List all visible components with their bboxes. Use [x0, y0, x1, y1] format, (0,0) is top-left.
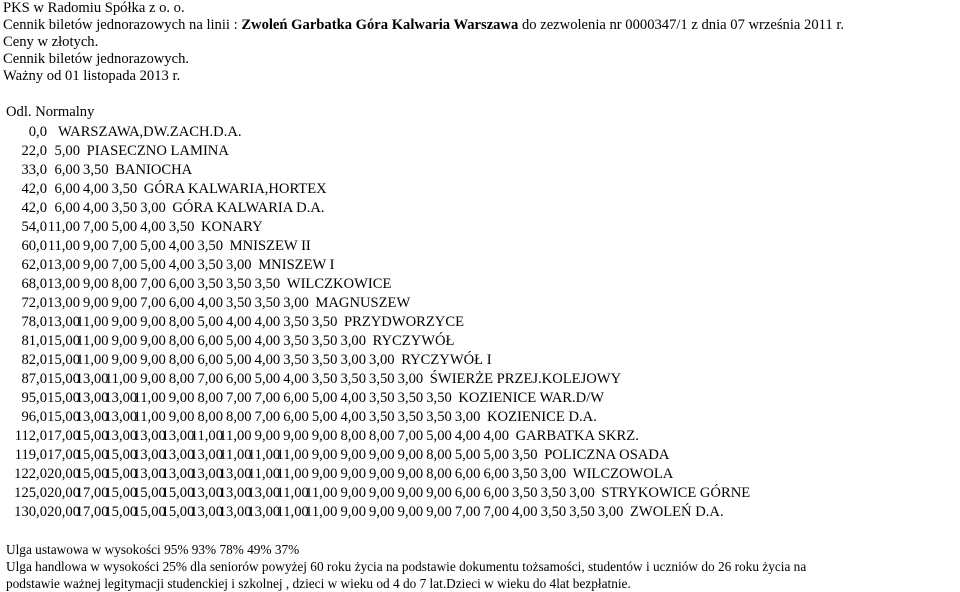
distance-cell: 122,0 — [14, 466, 47, 482]
price-cell: 11,00 — [133, 409, 166, 425]
stop-name-cell: WARSZAWA,DW.ZACH.D.A. — [58, 124, 242, 140]
price-cell: 3,50 — [254, 276, 281, 292]
price-cell: 3,00 — [226, 257, 252, 273]
price-cell: 6,00 — [54, 181, 80, 197]
table-row — [0, 218, 960, 236]
price-cell: 3,50 — [311, 352, 338, 368]
price-cell: 8,00 — [226, 409, 252, 425]
price-cell: 4,00 — [83, 200, 109, 216]
table-row — [0, 161, 960, 179]
price-cell: 13,00 — [190, 485, 223, 501]
distance-cell: 125,0 — [14, 485, 47, 501]
stop-name-cell: MAGNUSZEW — [315, 295, 411, 311]
price-cell: 15,00 — [47, 371, 80, 387]
price-cell: 3,50 — [512, 466, 538, 482]
price-cell: 20,00 — [47, 466, 80, 482]
price-cell: 8,00 — [426, 466, 452, 482]
price-cell: 11,00 — [276, 466, 309, 482]
price-cell: 3,00 — [454, 409, 481, 425]
distance-cell: 81,0 — [21, 333, 47, 349]
price-list-title — [3, 17, 844, 34]
price-cell: 3,50 — [369, 409, 395, 425]
distance-cell: 68,0 — [21, 276, 47, 292]
price-cell: 11,00 — [76, 352, 109, 368]
price-cell: 13,00 — [104, 409, 138, 425]
company-name: PKS w Radomiu Spółka z o. o. — [3, 0, 185, 16]
price-cell: 9,00 — [369, 504, 395, 520]
distance-cell: 87,0 — [21, 371, 47, 387]
price-cell: 17,00 — [47, 447, 80, 463]
price-cell: 13,00 — [132, 466, 166, 482]
price-cell: 9,00 — [397, 466, 424, 482]
stop-name-cell: POLICZNA OSADA — [544, 447, 670, 463]
price-cell: 3,50 — [397, 409, 424, 425]
table-row — [0, 313, 960, 331]
price-cell: 15,00 — [104, 466, 138, 482]
price-cell: 13,00 — [104, 428, 138, 444]
price-cell: 15,00 — [104, 485, 138, 501]
price-cell: 11,00 — [276, 447, 309, 463]
subtitle: Cennik biletów jednorazowych. — [3, 51, 190, 67]
price-cell: 3,50 — [197, 276, 223, 292]
stop-name-cell: GÓRA KALWARIA,HORTEX — [143, 181, 327, 197]
price-cell: 13,00 — [104, 390, 138, 406]
title-prefix: Cennik biletów jednorazowych na linii : — [3, 17, 242, 33]
price-cell: 7,00 — [111, 238, 138, 254]
price-cell: 15,00 — [104, 447, 138, 463]
price-cell: 4,00 — [340, 390, 366, 406]
table-row — [0, 332, 960, 350]
price-cell: 9,00 — [111, 352, 138, 368]
price-cell: 6,00 — [197, 352, 223, 368]
price-cell: 6,00 — [54, 162, 80, 178]
price-cell: 6,00 — [283, 390, 309, 406]
price-cell: 9,00 — [369, 485, 395, 501]
price-cell: 20,00 — [47, 485, 80, 501]
price-cell: 8,00 — [168, 371, 195, 387]
table-row — [0, 180, 960, 198]
price-cell: 8,00 — [111, 276, 138, 292]
price-cell: 13,00 — [190, 504, 223, 520]
price-cell: 17,00 — [47, 428, 80, 444]
price-cell: 3,00 — [340, 333, 366, 349]
price-cell: 15,00 — [132, 504, 166, 520]
price-cell: 7,00 — [226, 390, 252, 406]
price-cell: 6,00 — [54, 200, 80, 216]
price-cell: 8,00 — [168, 352, 195, 368]
price-cell: 13,00 — [218, 485, 252, 501]
price-cell: 5,00 — [140, 257, 166, 273]
table-row — [0, 351, 960, 369]
price-cell: 15,00 — [132, 485, 166, 501]
stop-name-cell: PIASECZNO LAMINA — [86, 143, 229, 159]
price-cell: 3,00 — [540, 466, 567, 482]
distance-cell: 42,0 — [21, 200, 47, 216]
price-cell: 8,00 — [168, 333, 195, 349]
price-cell: 15,00 — [161, 504, 195, 520]
price-cell: 15,00 — [75, 447, 109, 463]
price-cell: 9,00 — [311, 447, 338, 463]
stop-name-cell: MNISZEW II — [229, 238, 311, 254]
distance-cell: 95,0 — [21, 390, 47, 406]
price-cell: 7,00 — [140, 295, 166, 311]
price-cell: 6,00 — [168, 295, 195, 311]
price-cell: 3,50 — [512, 447, 538, 463]
price-cell: 13,00 — [161, 466, 195, 482]
table-row — [0, 199, 960, 217]
price-cell: 4,00 — [226, 314, 252, 330]
table-row — [0, 427, 960, 445]
price-cell: 7,00 — [454, 504, 481, 520]
price-cell: 3,50 — [311, 371, 338, 387]
price-cell: 3,00 — [340, 352, 366, 368]
price-cell: 3,50 — [111, 200, 138, 216]
price-cell: 5,00 — [426, 428, 452, 444]
price-cell: 7,00 — [483, 504, 509, 520]
price-cell: 9,00 — [311, 466, 338, 482]
price-cell: 3,50 — [397, 390, 424, 406]
price-cell: 9,00 — [111, 333, 138, 349]
price-cell: 3,50 — [283, 352, 309, 368]
currency-note: Ceny w złotych. — [3, 34, 99, 50]
price-cell: 3,00 — [397, 371, 424, 387]
price-cell: 8,00 — [197, 390, 223, 406]
table-head-label: Odl. Normalny — [6, 104, 95, 120]
price-cell: 3,50 — [340, 371, 366, 387]
table-row — [0, 256, 960, 274]
price-cell: 11,00 — [219, 428, 252, 444]
price-cell: 8,00 — [426, 447, 452, 463]
distance-cell: 62,0 — [21, 257, 47, 273]
price-cell: 13,00 — [47, 257, 80, 273]
price-cell: 15,00 — [47, 352, 80, 368]
price-cell: 4,00 — [168, 238, 195, 254]
price-cell: 5,00 — [254, 371, 281, 387]
price-cell: 7,00 — [254, 409, 281, 425]
price-cell: 3,50 — [226, 295, 252, 311]
price-cell: 3,00 — [569, 485, 595, 501]
price-cell: 9,00 — [83, 238, 109, 254]
price-cell: 9,00 — [111, 295, 138, 311]
distance-cell: 119,0 — [14, 447, 47, 463]
price-cell: 3,50 — [226, 276, 252, 292]
distance-cell: 78,0 — [21, 314, 47, 330]
price-cell: 13,00 — [161, 447, 195, 463]
price-cell: 5,00 — [197, 314, 223, 330]
table-row — [0, 446, 960, 464]
price-cell: 11,00 — [305, 504, 338, 520]
validity-date: Ważny od 01 listopada 2013 r. — [3, 68, 181, 84]
distance-cell: 33,0 — [21, 162, 47, 178]
stop-name-cell: KOZIENICE D.A. — [487, 409, 597, 425]
price-cell: 11,00 — [76, 333, 109, 349]
price-cell: 11,00 — [247, 447, 281, 463]
price-cell: 9,00 — [340, 466, 366, 482]
price-cell: 4,00 — [454, 428, 481, 444]
table-row — [0, 237, 960, 255]
stop-name-cell: RYCZYWÓŁ I — [401, 352, 492, 368]
price-cell: 4,00 — [83, 181, 109, 197]
price-cell: 11,00 — [76, 314, 109, 330]
price-cell: 9,00 — [397, 504, 424, 520]
table-row — [0, 408, 960, 426]
price-cell: 11,00 — [190, 428, 223, 444]
statutory-discount-note: Ulga ustawowa w wysokości 95% 93% 78% 49% 37% — [6, 542, 300, 557]
price-cell: 11,00 — [247, 466, 281, 482]
price-cell: 15,00 — [104, 504, 138, 520]
price-cell: 9,00 — [426, 485, 452, 501]
price-cell: 9,00 — [369, 447, 395, 463]
price-cell: 3,50 — [197, 257, 223, 273]
stop-name-cell: KOZIENICE WAR.D/W — [458, 390, 605, 406]
price-cell: 15,00 — [47, 333, 80, 349]
price-cell: 15,00 — [75, 428, 109, 444]
title-suffix: do zezwolenia nr 0000347/1 z dnia 07 września 2011 r. — [518, 17, 845, 33]
price-cell: 5,00 — [454, 447, 481, 463]
price-cell: 9,00 — [83, 257, 109, 273]
price-cell: 9,00 — [397, 447, 424, 463]
distance-cell: 96,0 — [21, 409, 47, 425]
price-cell: 3,50 — [311, 314, 338, 330]
price-cell: 9,00 — [340, 485, 366, 501]
stop-name-cell: ZWOLEŃ D.A. — [630, 504, 724, 520]
price-cell: 3,50 — [569, 504, 595, 520]
price-cell: 13,00 — [75, 371, 109, 387]
price-cell: 13,00 — [47, 276, 80, 292]
stop-name-cell: RYCZYWÓŁ — [372, 333, 455, 349]
price-cell: 3,50 — [369, 371, 395, 387]
price-cell: 8,00 — [197, 409, 223, 425]
price-cell: 9,00 — [83, 295, 109, 311]
price-cell: 3,50 — [254, 295, 281, 311]
price-cell: 11,00 — [219, 447, 252, 463]
price-cell: 3,50 — [83, 162, 109, 178]
table-row — [0, 465, 960, 483]
price-cell: 15,00 — [75, 466, 109, 482]
price-cell: 4,00 — [254, 352, 281, 368]
price-cell: 7,00 — [111, 257, 138, 273]
price-cell: 3,50 — [369, 390, 395, 406]
distance-cell: 130,0 — [14, 504, 47, 520]
price-cell: 15,00 — [47, 390, 80, 406]
price-cell: 4,00 — [283, 371, 309, 387]
price-cell: 5,00 — [111, 219, 138, 235]
price-cell: 9,00 — [83, 276, 109, 292]
stop-name-cell: MNISZEW I — [258, 257, 335, 273]
price-cell: 9,00 — [254, 428, 281, 444]
price-cell: 3,50 — [540, 504, 567, 520]
stop-name-cell: BANIOCHA — [115, 162, 193, 178]
price-cell: 13,00 — [75, 409, 109, 425]
price-cell: 5,00 — [54, 143, 80, 159]
price-cell: 3,00 — [597, 504, 624, 520]
price-cell: 3,50 — [426, 409, 452, 425]
price-cell: 13,00 — [247, 485, 281, 501]
price-cell: 11,00 — [47, 238, 80, 254]
price-cell: 4,00 — [512, 504, 538, 520]
stop-name-cell: WILCZKOWICE — [286, 276, 392, 292]
table-row — [0, 275, 960, 293]
price-cell: 9,00 — [397, 485, 424, 501]
stop-name-cell: STRYKOWICE GÓRNE — [601, 485, 751, 501]
price-cell: 15,00 — [47, 409, 80, 425]
price-cell: 6,00 — [283, 409, 309, 425]
commercial-discount-note-1: Ulga handlowa w wysokości 25% dla seniorów powyżej 60 roku życia na podstawie dokumentu tożsamości, studentów i uczniów do 26 roku życia na — [6, 559, 807, 574]
stop-name-cell: PRZYDWORZYCE — [344, 314, 464, 330]
table-row — [0, 503, 960, 521]
price-cell: 13,00 — [132, 447, 166, 463]
price-cell: 20,00 — [47, 504, 80, 520]
price-cell: 3,50 — [111, 181, 138, 197]
stop-name-cell: GÓRA KALWARIA D.A. — [172, 200, 325, 216]
price-cell: 11,00 — [276, 485, 309, 501]
price-cell: 9,00 — [168, 390, 195, 406]
price-cell: 3,50 — [426, 390, 452, 406]
distance-cell: 60,0 — [21, 238, 47, 254]
price-cell: 9,00 — [168, 409, 195, 425]
distance-cell: 0,0 — [28, 124, 47, 140]
price-cell: 13,00 — [218, 504, 252, 520]
price-cell: 3,50 — [311, 333, 338, 349]
price-cell: 7,00 — [197, 371, 223, 387]
price-cell: 9,00 — [340, 504, 366, 520]
price-cell: 4,00 — [483, 428, 509, 444]
price-cell: 3,50 — [540, 485, 567, 501]
price-cell: 5,00 — [140, 238, 166, 254]
price-cell: 3,50 — [512, 485, 538, 501]
table-row — [0, 484, 960, 502]
table-row — [0, 389, 960, 407]
distance-cell: 22,0 — [21, 143, 47, 159]
price-cell: 3,50 — [283, 314, 309, 330]
price-cell: 15,00 — [161, 485, 195, 501]
price-cell: 6,00 — [168, 276, 195, 292]
price-cell: 9,00 — [140, 333, 166, 349]
price-cell: 6,00 — [454, 485, 481, 501]
distance-cell: 54,0 — [21, 219, 47, 235]
price-cell: 7,00 — [397, 428, 424, 444]
price-cell: 4,00 — [168, 257, 195, 273]
table-row — [0, 370, 960, 388]
stop-name-cell: ŚWIERŻE PRZEJ.KOLEJOWY — [429, 371, 622, 387]
price-cell: 13,00 — [190, 447, 223, 463]
commercial-discount-note-2: podstawie ważnej legitymacji studenckiej i szkolnej , dzieci w wieku od 4 do 7 lat.Dzieci w wieku do 4lat bezpłatnie. — [6, 576, 631, 591]
price-cell: 13,00 — [161, 428, 195, 444]
price-cell: 4,00 — [197, 295, 223, 311]
price-cell: 11,00 — [305, 485, 338, 501]
price-cell: 13,00 — [247, 504, 281, 520]
price-cell: 11,00 — [276, 504, 309, 520]
price-cell: 5,00 — [226, 352, 252, 368]
price-cell: 4,00 — [140, 219, 166, 235]
price-cell: 13,00 — [218, 466, 252, 482]
distance-cell: 42,0 — [21, 181, 47, 197]
stop-name-cell: GARBATKA SKRZ. — [515, 428, 639, 444]
price-cell: 9,00 — [140, 352, 166, 368]
price-cell: 9,00 — [311, 428, 338, 444]
table-row — [0, 294, 960, 312]
price-cell: 8,00 — [340, 428, 366, 444]
table-row — [0, 123, 960, 141]
price-cell: 4,00 — [340, 409, 366, 425]
price-cell: 11,00 — [47, 219, 80, 235]
table-row — [0, 142, 960, 160]
price-cell: 17,00 — [75, 504, 109, 520]
price-cell: 5,00 — [311, 390, 338, 406]
distance-cell: 82,0 — [21, 352, 47, 368]
price-cell: 9,00 — [140, 314, 166, 330]
price-cell: 4,00 — [254, 314, 281, 330]
price-cell: 9,00 — [140, 371, 166, 387]
price-cell: 9,00 — [369, 466, 395, 482]
price-cell: 8,00 — [168, 314, 195, 330]
price-cell: 5,00 — [226, 333, 252, 349]
price-cell: 13,00 — [47, 314, 80, 330]
price-cell: 3,50 — [168, 219, 195, 235]
price-cell: 5,00 — [483, 447, 509, 463]
price-cell: 6,00 — [226, 371, 252, 387]
price-cell: 9,00 — [111, 314, 138, 330]
price-cell: 3,00 — [283, 295, 309, 311]
price-cell: 3,50 — [283, 333, 309, 349]
price-cell: 13,00 — [75, 390, 109, 406]
price-cell: 4,00 — [254, 333, 281, 349]
price-cell: 6,00 — [483, 466, 509, 482]
price-cell: 3,00 — [140, 200, 166, 216]
price-cell: 7,00 — [254, 390, 281, 406]
price-cell: 5,00 — [311, 409, 338, 425]
price-cell: 7,00 — [83, 219, 109, 235]
price-cell: 6,00 — [454, 466, 481, 482]
price-cell: 6,00 — [197, 333, 223, 349]
price-cell: 13,00 — [190, 466, 223, 482]
price-cell: 3,50 — [197, 238, 223, 254]
price-cell: 8,00 — [369, 428, 395, 444]
price-cell: 13,00 — [132, 428, 166, 444]
price-cell: 3,00 — [369, 352, 395, 368]
price-cell: 11,00 — [104, 371, 138, 387]
price-cell: 9,00 — [426, 504, 452, 520]
distance-cell: 112,0 — [14, 428, 47, 444]
price-cell: 9,00 — [340, 447, 366, 463]
price-cell: 9,00 — [283, 428, 309, 444]
price-cell: 13,00 — [47, 295, 80, 311]
stop-name-cell: WILCZOWOLA — [572, 466, 674, 482]
distance-cell: 72,0 — [21, 295, 47, 311]
price-cell: 6,00 — [483, 485, 509, 501]
route-name: Zwoleń Garbatka Góra Kalwaria Warszawa — [241, 17, 519, 33]
price-cell: 11,00 — [133, 390, 166, 406]
price-cell: 7,00 — [140, 276, 166, 292]
price-cell: 17,00 — [75, 485, 109, 501]
stop-name-cell: KONARY — [201, 219, 263, 235]
